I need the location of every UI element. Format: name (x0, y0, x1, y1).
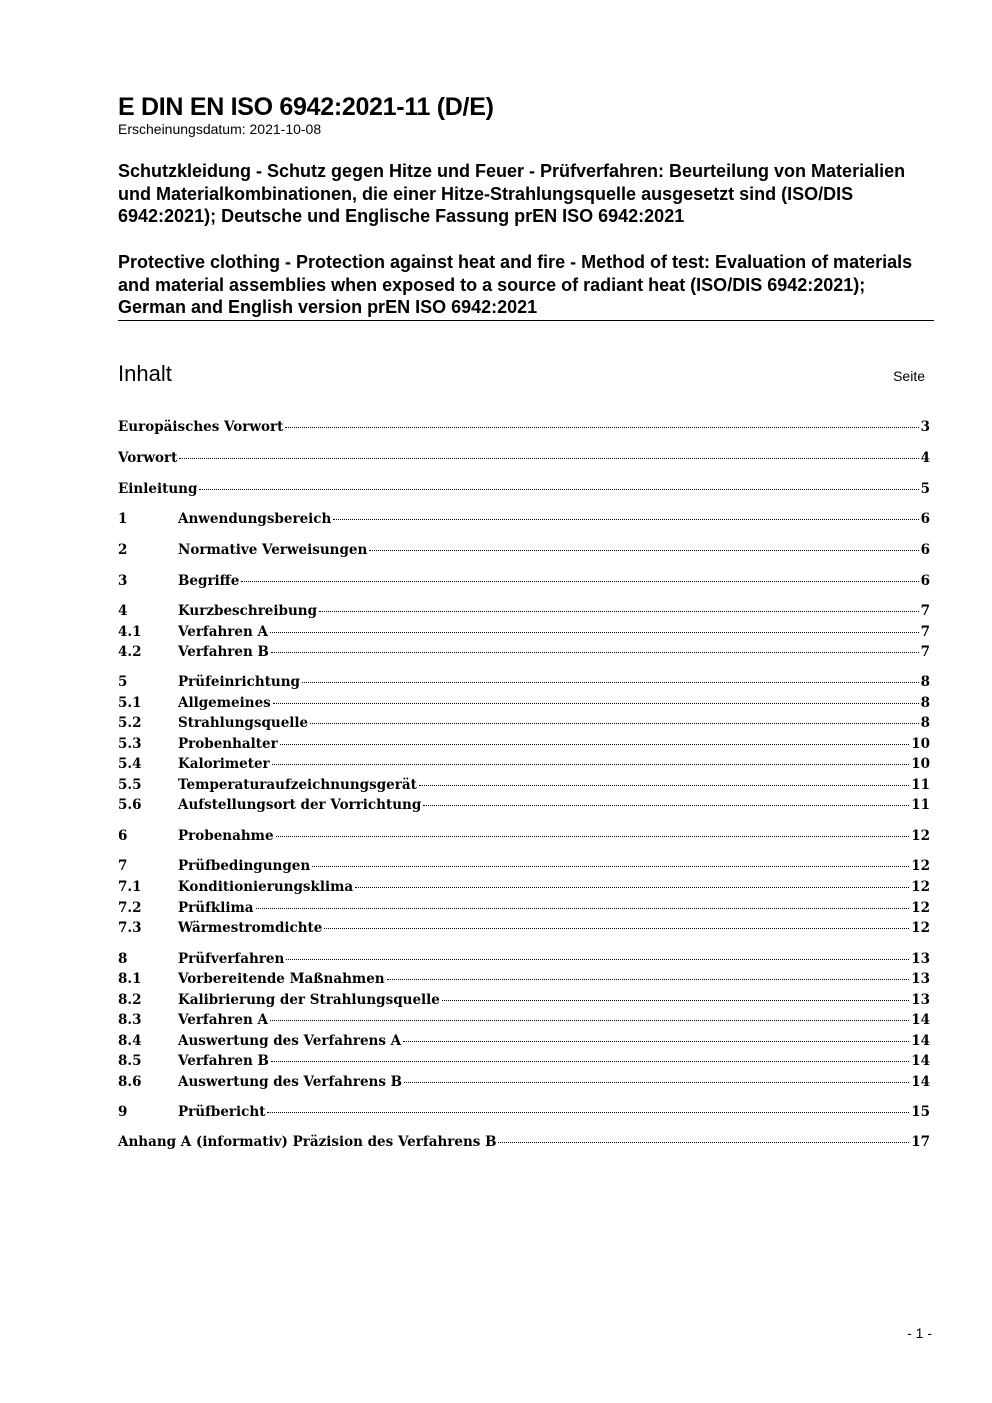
toc-entry-label: Prüfverfahren (178, 951, 285, 967)
toc-entry[interactable] (118, 1134, 930, 1154)
toc-entry[interactable] (118, 797, 930, 817)
toc-entry[interactable] (118, 542, 930, 562)
toc-entry[interactable] (118, 603, 930, 623)
toc-dot-leader (256, 908, 910, 909)
toc-entry-page: 10 (911, 736, 930, 752)
toc-entry-label: Normative Verweisungen (178, 542, 368, 558)
toc-entry-page: 7 (920, 624, 930, 640)
toc-dot-leader (270, 632, 919, 633)
toc-entry-number: 4 (118, 603, 128, 619)
toc-entry-number: 7.3 (118, 920, 142, 936)
toc-entry-label: Vorwort (118, 450, 178, 466)
title-divider (118, 320, 934, 321)
toc-entry-page: 6 (920, 542, 930, 558)
toc-entry[interactable] (118, 858, 930, 878)
toc-entry[interactable] (118, 624, 930, 644)
toc-entry-label: Kalibrierung der Strahlungsquelle (178, 992, 440, 1008)
toc-entry-page: 12 (911, 858, 930, 874)
toc-entry[interactable] (118, 1104, 930, 1124)
toc-entry[interactable] (118, 992, 930, 1012)
toc-entry-label: Begriffe (178, 573, 240, 589)
publication-date: Erscheinungsdatum: 2021-10-08 (118, 121, 322, 137)
toc-entry-label: Probenhalter (178, 736, 278, 752)
toc-entry-label: Prüfeinrichtung (178, 674, 301, 690)
toc-entry-number: 5 (118, 674, 128, 690)
toc-entry-page: 6 (920, 573, 930, 589)
toc-entry-label: Auswertung des Verfahrens B (178, 1074, 403, 1090)
toc-entry[interactable] (118, 777, 930, 797)
toc-dot-leader (442, 1000, 909, 1001)
toc-entry[interactable] (118, 920, 930, 940)
toc-dot-leader (286, 959, 909, 960)
toc-entry[interactable] (118, 951, 930, 971)
toc-entry-number: 8.1 (118, 971, 142, 987)
title-english: Protective clothing - Protection against heat and fire - Method of test: Evaluation of materials and material assemblies when exposed to a source of radiant heat (ISO/DIS 6942:2021); German and English version prEN ISO 6942:2021 (118, 252, 913, 317)
toc-entry-number: 8.5 (118, 1053, 142, 1069)
toc-entry-number: 2 (118, 542, 128, 558)
toc-entry-number: 6 (118, 828, 128, 844)
toc-entry[interactable] (118, 736, 930, 756)
toc-entry[interactable] (118, 695, 930, 715)
toc-entry-label: Einleitung (118, 481, 198, 497)
toc-entry-page: 14 (911, 1012, 930, 1028)
toc-dot-leader (419, 785, 909, 786)
toc-dot-leader (423, 805, 909, 806)
toc-entry-page: 15 (911, 1104, 930, 1120)
toc-dot-leader (241, 581, 918, 582)
toc-entry-number: 9 (118, 1104, 128, 1120)
toc-entry-label: Vorbereitende Maßnahmen (178, 971, 385, 987)
toc-entry-label: Verfahren B (178, 1053, 269, 1069)
toc-entry-number: 5.6 (118, 797, 142, 813)
toc-entry-label: Wärmestromdichte (178, 920, 323, 936)
toc-entry[interactable] (118, 900, 930, 920)
toc-entry-page: 11 (911, 797, 930, 813)
toc-dot-leader (369, 550, 918, 551)
toc-entry-page: 7 (920, 644, 930, 660)
toc-entry-page: 11 (911, 777, 930, 793)
toc-entry[interactable] (118, 715, 930, 735)
toc-dot-leader (302, 682, 919, 683)
toc-entry-label: Prüfbericht (178, 1104, 266, 1120)
title-german: Schutzkleidung - Schutz gegen Hitze und Feuer - Prüfverfahren: Beurteilung von Materialien und Materialkombinationen, die einer Hitze-Strahlungsquelle ausgesetzt sind (ISO/DIS 6942:2021); Deutsche und Englische Fassung prEN ISO 6942:2021 (118, 161, 906, 226)
toc-entry[interactable] (118, 879, 930, 899)
toc-dot-leader (270, 1020, 909, 1021)
toc-dot-leader (403, 1041, 909, 1042)
toc-dot-leader (273, 703, 919, 704)
toc-entry-page: 5 (920, 481, 930, 497)
toc-entry-page: 17 (911, 1134, 930, 1150)
toc-entry-label: Verfahren A (178, 624, 268, 640)
toc-entry-page: 4 (920, 450, 930, 466)
toc-entry[interactable] (118, 419, 930, 439)
toc-dot-leader (271, 652, 919, 653)
toc-entry-label: Temperaturaufzeichnungsgerät (178, 777, 417, 793)
toc-entry-page: 12 (911, 879, 930, 895)
toc-entry-number: 5.3 (118, 736, 142, 752)
toc-entry[interactable] (118, 1053, 930, 1073)
toc-entry[interactable] (118, 828, 930, 848)
toc-entry-label: Anwendungsbereich (178, 511, 332, 527)
toc-entry-label: Strahlungsquelle (178, 715, 309, 731)
toc-heading: Inhalt (118, 361, 172, 386)
toc-entry-page: 3 (920, 419, 930, 435)
toc-dot-leader (387, 979, 910, 980)
toc-entry-page: 12 (911, 900, 930, 916)
toc-dot-leader (319, 611, 919, 612)
toc-entry-number: 5.1 (118, 695, 142, 711)
toc-entry[interactable] (118, 971, 930, 991)
toc-entry-number: 4.1 (118, 624, 142, 640)
toc-entry-label: Auswertung des Verfahrens A (178, 1033, 402, 1049)
toc-dot-leader (312, 866, 909, 867)
toc-entry-label: Anhang A (informativ) Präzision des Verfahrens B (118, 1134, 497, 1150)
toc-entry[interactable] (118, 1033, 930, 1053)
toc-dot-leader (324, 928, 909, 929)
toc-entry-label: Konditionierungsklima (178, 879, 354, 895)
toc-entry-page: 13 (911, 951, 930, 967)
toc-dot-leader (355, 887, 909, 888)
toc-entry-label: Verfahren A (178, 1012, 268, 1028)
page-number: - 1 - (907, 1325, 932, 1341)
toc-entry-number: 7.1 (118, 879, 142, 895)
toc-entry-page: 8 (920, 695, 930, 711)
toc-entry-number: 8.4 (118, 1033, 142, 1049)
toc-entry-page: 12 (911, 920, 930, 936)
toc-page-column-label: Seite (893, 368, 925, 384)
toc-entry[interactable] (118, 674, 930, 694)
toc-entry-number: 5.4 (118, 756, 142, 772)
toc-entry-label: Kalorimeter (178, 756, 270, 772)
toc-dot-leader (333, 519, 918, 520)
toc-entry-number: 8 (118, 951, 128, 967)
toc-entry-label: Europäisches Vorwort (118, 419, 284, 435)
toc-entry-number: 7 (118, 858, 128, 874)
toc-entry[interactable] (118, 756, 930, 776)
toc-entry-label: Verfahren B (178, 644, 269, 660)
toc-entry-page: 7 (920, 603, 930, 619)
toc-entry-label: Prüfbedingungen (178, 858, 311, 874)
toc-entry-label: Allgemeines (178, 695, 271, 711)
toc-entry[interactable] (118, 450, 930, 470)
toc-dot-leader (199, 489, 918, 490)
toc-entry-label: Kurzbeschreibung (178, 603, 318, 619)
toc-dot-leader (404, 1082, 909, 1083)
toc-entry-label: Prüfklima (178, 900, 254, 916)
toc-entry-label: Probenahme (178, 828, 274, 844)
toc-entry-number: 3 (118, 573, 128, 589)
toc-entry[interactable] (118, 1012, 930, 1032)
toc-dot-leader (267, 1112, 909, 1113)
toc-entry-number: 4.2 (118, 644, 142, 660)
toc-entry-page: 10 (911, 756, 930, 772)
toc-dot-leader (310, 723, 918, 724)
toc-dot-leader (285, 427, 918, 428)
toc-entry-page: 14 (911, 1053, 930, 1069)
toc-entry-number: 8.2 (118, 992, 142, 1008)
toc-dot-leader (179, 458, 918, 459)
toc-entry[interactable] (118, 1074, 930, 1094)
toc-dot-leader (271, 1061, 909, 1062)
toc-entry-page: 8 (920, 674, 930, 690)
toc-entry-number: 5.2 (118, 715, 142, 731)
toc-entry-page: 14 (911, 1033, 930, 1049)
toc-entry-number: 5.5 (118, 777, 142, 793)
toc-entry-page: 14 (911, 1074, 930, 1090)
toc-entry[interactable] (118, 481, 930, 501)
toc-entry[interactable] (118, 511, 930, 531)
toc-entry[interactable] (118, 644, 930, 664)
toc-entry-page: 12 (911, 828, 930, 844)
toc-dot-leader (272, 764, 910, 765)
toc-entry-page: 13 (911, 992, 930, 1008)
toc-entry-number: 8.3 (118, 1012, 142, 1028)
toc-entry-page: 6 (920, 511, 930, 527)
toc-entry-number: 8.6 (118, 1074, 142, 1090)
toc-dot-leader (280, 744, 909, 745)
toc-dot-leader (276, 836, 910, 837)
toc-entry-number: 1 (118, 511, 128, 527)
toc-entry-number: 7.2 (118, 900, 142, 916)
toc-entry[interactable] (118, 573, 930, 593)
toc-entry-label: Aufstellungsort der Vorrichtung (178, 797, 422, 813)
toc-dot-leader (498, 1142, 909, 1143)
toc-entry-page: 8 (920, 715, 930, 731)
standard-id: E DIN EN ISO 6942:2021-11 (D/E) (118, 93, 494, 121)
toc-entry-page: 13 (911, 971, 930, 987)
